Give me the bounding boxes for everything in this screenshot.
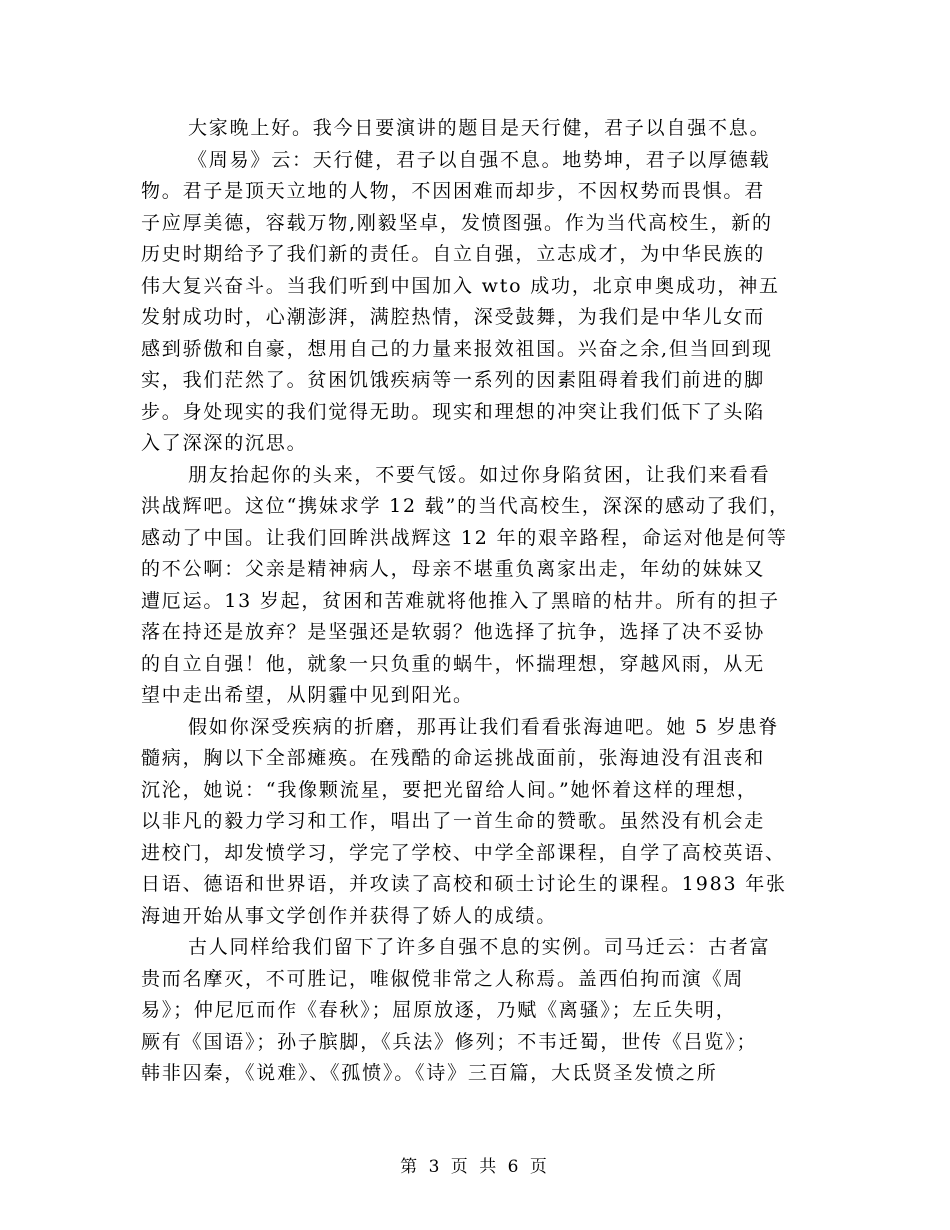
text-line: 实，我们茫然了。贫困饥饿疾病等一系列的因素阻碍着我们前进的脚 — [141, 369, 766, 391]
text-line: 伟大复兴奋斗。当我们听到中国加入 wto 成功，北京申奥成功，神五 — [141, 274, 780, 297]
text-line: 入了深深的沉思。 — [141, 432, 308, 454]
text-line: 韩非囚秦，《说难》、《孤愤》。《诗》三百篇，大氐贤圣发愤之所 — [141, 1062, 718, 1084]
page-number: 第 3 页 共 6 页 — [400, 1157, 550, 1177]
text-line: 发射成功时，心潮澎湃，满腔热情，深受鼓舞，为我们是中华儿女而 — [141, 306, 766, 328]
text-line: 《周易》云：天行健，君子以自强不息。地势坤，君子以厚德载 — [188, 148, 771, 171]
text-line: 的自立自强！他，就象一只负重的蜗牛，怀揣理想，穿越风雨，从无 — [141, 652, 766, 675]
text-line: 易》；仲尼厄而作《春秋》；屈原放逐，乃赋《离骚》；左丘失明， — [141, 999, 737, 1021]
text-line: 物。君子是顶天立地的人物，不因困难而却步，不因权势而畏惧。君 — [141, 180, 766, 202]
text-line: 日语、德语和世界语，并攻读了高校和硕士讨论生的课程。1983 年张 — [141, 873, 787, 895]
text-line: 感动了中国。让我们回眸洪战辉这 12 年的艰辛路程，命运对他是何等 — [141, 526, 788, 549]
text-line: 落在持还是放弃？是坚强还是软弱？他选择了抗争，选择了决不妥协 — [141, 621, 766, 643]
text-line: 的不公啊：父亲是精神病人，母亲不堪重负离家出走，年幼的妹妹又 — [141, 558, 766, 580]
text-line: 感到骄傲和自豪，想用自己的力量来报效祖国。兴奋之余,但当回到现 — [141, 337, 773, 360]
text-line: 大家晚上好。我今日要演讲的题目是天行健，君子以自强不息。 — [188, 117, 771, 139]
text-line: 厥有《国语》；孙子膑脚，《兵法》修列；不韦迁蜀，世传《吕览》； — [141, 1030, 758, 1053]
text-line: 进校门，却发愤学习，学完了学校、中学全部课程，自学了高校英语、 — [141, 841, 786, 864]
text-line: 古人同样给我们留下了许多自强不息的实例。司马迁云：古者富 — [188, 936, 771, 958]
text-line: 望中走出希望，从阴霾中见到阳光。 — [141, 684, 474, 706]
text-line: 假如你深受疾病的折磨，那再让我们看看张海迪吧。她 5 岁患脊 — [188, 715, 780, 738]
text-line: 贵而名摩灭，不可胜记，唯俶傥非常之人称焉。盖西伯拘而演《周 — [141, 967, 745, 990]
body-text — [141, 113, 811, 1090]
text-line: 洪战辉吧。这位“携妹求学 12 载”的当代高校生，深深的感动了我们， — [141, 495, 790, 517]
text-line: 沉沦，她说：“我像颗流星，要把光留给人间。”她怀着这样的理想， — [141, 778, 758, 801]
text-line: 历史时期给予了我们新的责任。自立自强，立志成才，为中华民族的 — [141, 243, 766, 265]
text-line: 遭厄运。13 岁起，贫困和苦难就将他推入了黑暗的枯井。所有的担子 — [141, 589, 780, 612]
text-line: 以非凡的毅力学习和工作，唱出了一首生命的赞歌。虽然没有机会走 — [141, 810, 766, 832]
text-line: 子应厚美德，容载万物,刚毅坚卓，发愤图强。作为当代高校生，新的 — [141, 211, 773, 234]
text-line: 髓病，胸以下全部瘫痪。在残酷的命运挑战面前，张海迪没有沮丧和 — [141, 747, 766, 769]
text-line: 步。身处现实的我们觉得无助。现实和理想的冲突让我们低下了头陷 — [141, 400, 766, 423]
text-line: 海迪开始从事文学创作并获得了娇人的成绩。 — [141, 904, 558, 927]
text-line: 朋友抬起你的头来，不要气馁。如过你身陷贫困，让我们来看看 — [188, 463, 771, 486]
